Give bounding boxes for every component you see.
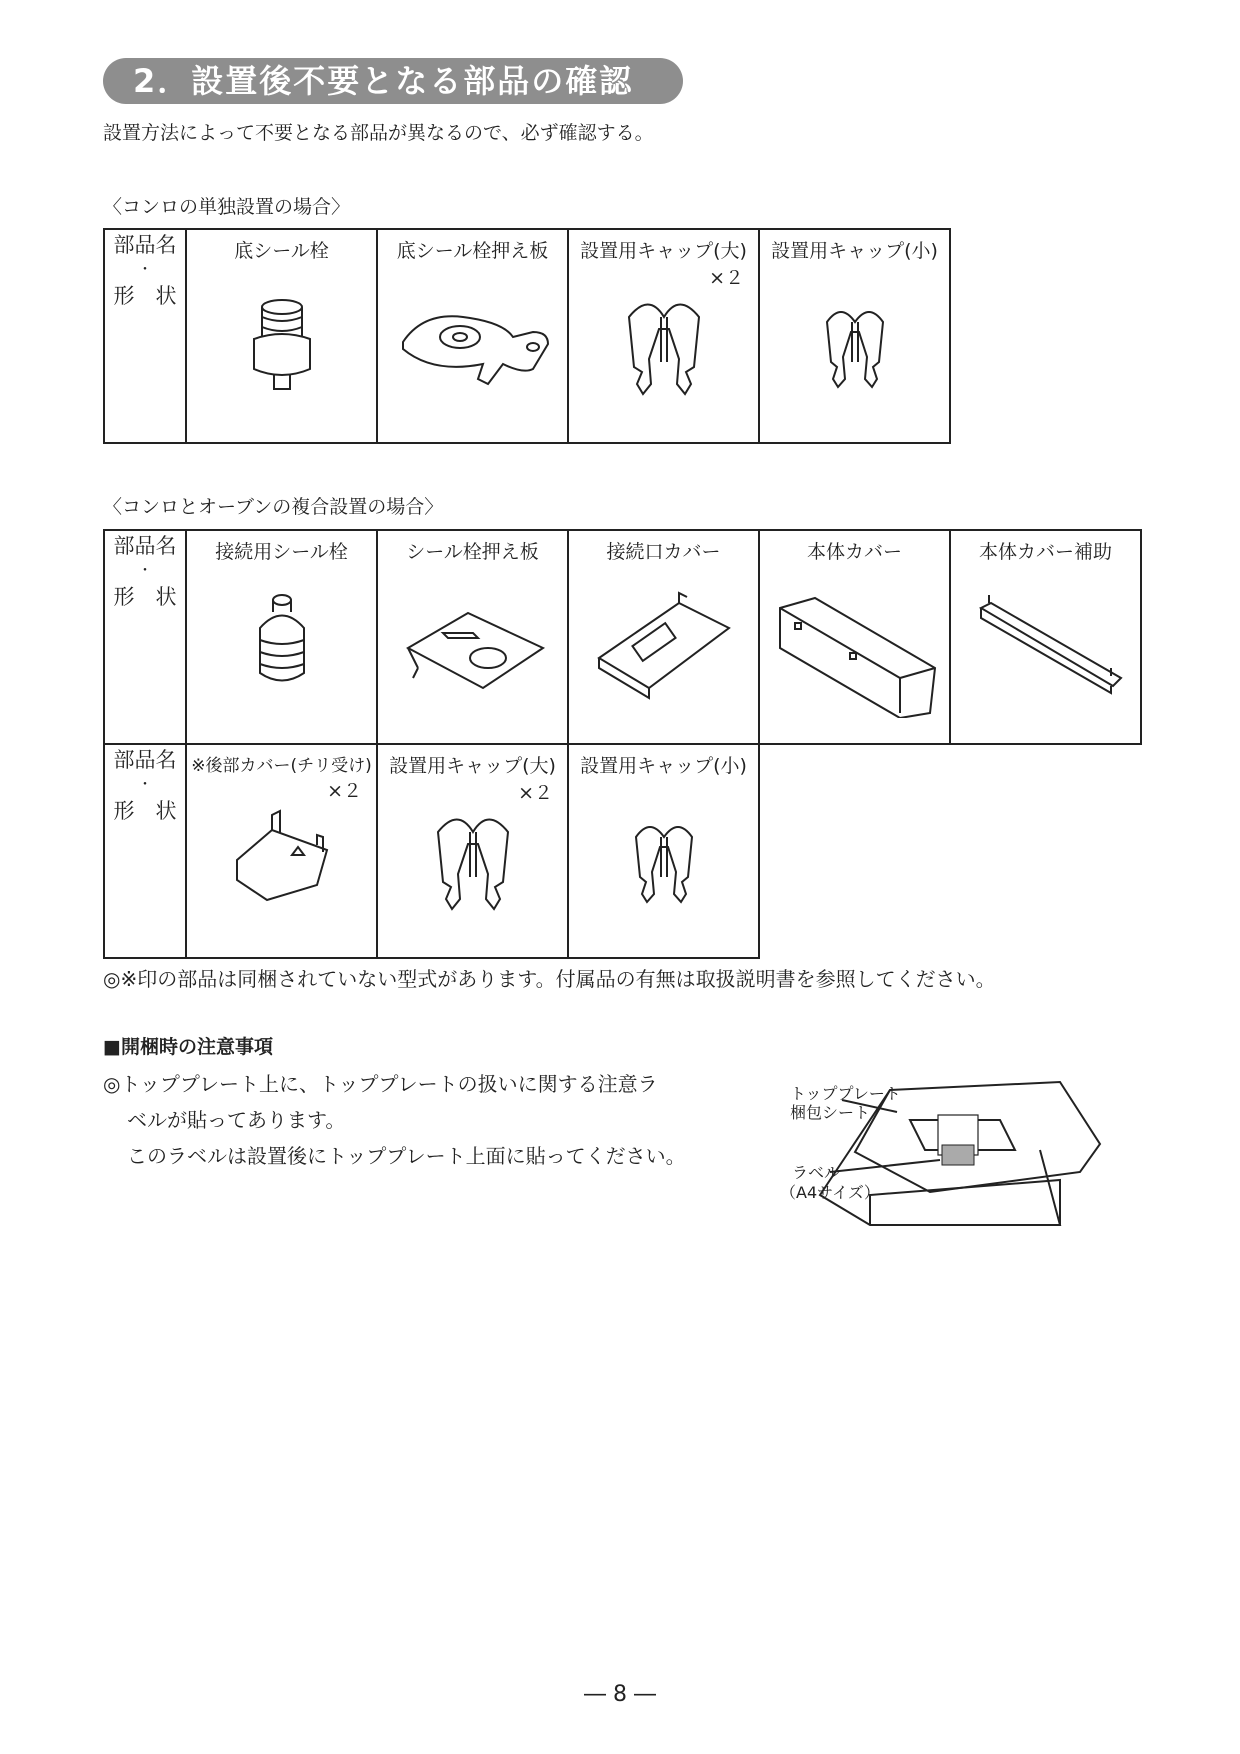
part-name: 本体カバー (806, 541, 902, 563)
seal-plug-plate-icon (388, 588, 558, 718)
combined-parts-table (103, 529, 1142, 959)
part-name: 底シール栓 (234, 240, 329, 262)
part-name: シール栓押え板 (406, 541, 539, 563)
install-cap-large-icon (609, 287, 719, 417)
note-text: ◎※印の部品は同梱されていない型式があります。付属品の有無は取扱説明書を参照してください。 (103, 967, 996, 991)
part-name: 設置用キャップ(小) (580, 755, 747, 777)
row-header: 部品名 ・ 形 状 (104, 229, 186, 443)
part-cell (377, 530, 568, 744)
single-parts-table (103, 228, 951, 444)
part-cell (568, 229, 759, 443)
connection-port-cover-icon (579, 588, 749, 718)
part-cell (950, 530, 1141, 744)
part-cell (377, 229, 568, 443)
rear-cover-icon (222, 800, 342, 930)
part-name: 設置用キャップ(大) (580, 240, 747, 262)
intro-text: 設置方法によって不要となる部品が異なるので、必ず確認する。 (103, 122, 654, 144)
part-name: 接続用シール栓 (215, 541, 348, 563)
figure-label-label: ラベル （A4サイズ） (780, 1163, 880, 1202)
page-number: ― 8 ― (584, 1682, 656, 1707)
part-name: 本体カバー補助 (978, 541, 1112, 563)
caution-title: ■開梱時の注意事項 (103, 1036, 273, 1058)
part-cell (186, 744, 377, 958)
part-cell (759, 229, 950, 443)
row-header: 部品名 ・ 形 状 (104, 530, 186, 744)
install-cap-small-icon (805, 287, 905, 417)
part-cell (186, 229, 377, 443)
single-install-label: 〈コンロの単独設置の場合〉 (103, 196, 351, 218)
install-cap-large-icon (418, 802, 528, 932)
seal-plug-plate-icon (388, 287, 558, 417)
connection-seal-plug-icon (222, 588, 342, 718)
figure-sheet-label: トッププレート 梱包シート (790, 1084, 901, 1122)
part-name: 設置用キャップ(小) (771, 240, 938, 262)
body-cover-icon (770, 588, 940, 718)
part-quantity: ×２ (518, 782, 553, 804)
part-name: 設置用キャップ(大) (389, 755, 556, 777)
section-heading (103, 58, 683, 104)
part-name: 底シール栓押え板 (396, 240, 549, 262)
part-cell (186, 530, 377, 744)
body-cover-support-icon (961, 588, 1131, 718)
part-cell (377, 744, 568, 958)
part-cell (568, 530, 759, 744)
part-name: ※後部カバー(チリ受け) (191, 756, 372, 776)
packaging-figure (770, 1060, 1110, 1230)
part-quantity: ×２ (709, 267, 744, 289)
part-quantity: ×２ (327, 780, 362, 802)
seal-plug-icon (222, 287, 342, 417)
section-title: 2．設置後不要となる部品の確認 (133, 62, 634, 100)
caution-text: ◎トッププレート上に、トッププレートの扱いに関する注意ラ ベルが貼ってあります。 このラベルは設置後にトッププレート上面に貼ってください。 (103, 1072, 686, 1168)
combined-install-label: 〈コンロとオーブンの複合設置の場合〉 (103, 496, 444, 518)
part-cell (759, 530, 950, 744)
part-cell (568, 744, 759, 958)
row-header: 部品名 ・ 形 状 (104, 744, 186, 958)
install-cap-small-icon (614, 802, 714, 932)
part-name: 接続口カバー (606, 541, 721, 563)
